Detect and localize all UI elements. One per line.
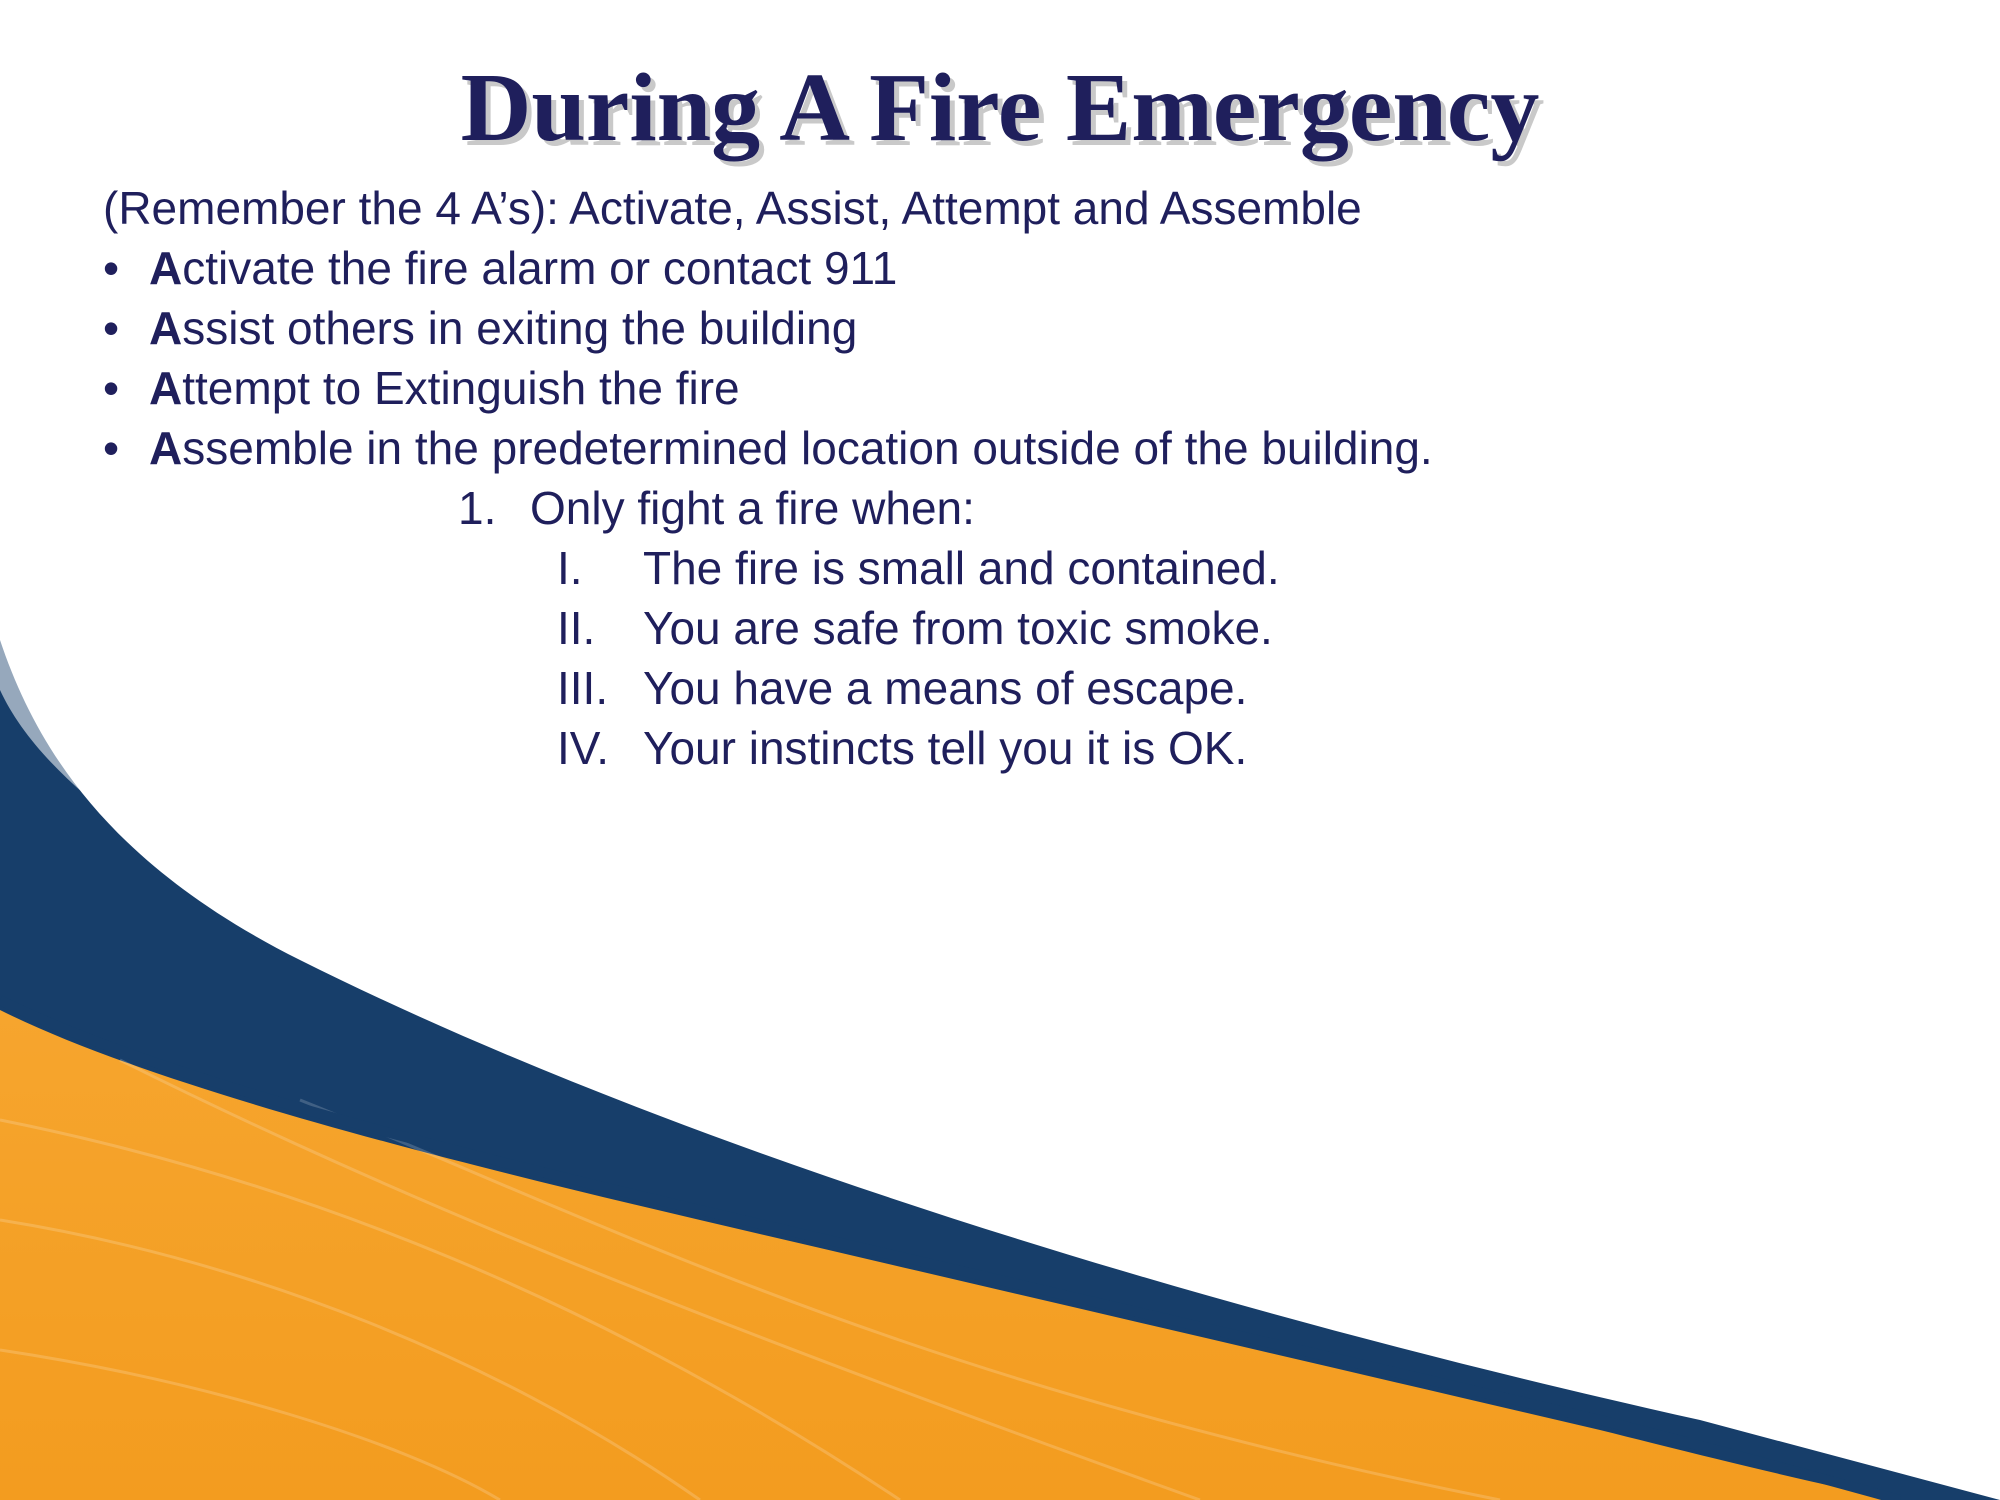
roman-marker: III.	[557, 662, 609, 714]
bullet-text: ttempt to Extinguish the fire	[182, 362, 740, 414]
bullet-icon: •	[103, 302, 120, 354]
bullet-assemble	[103, 418, 1663, 478]
numbered-item-text: Only fight a fire when:	[530, 482, 975, 534]
four-a-bullet-list	[103, 238, 1663, 478]
conditions-list	[103, 538, 1663, 778]
bullet-icon: •	[103, 422, 120, 474]
bullet-text: ssemble in the predetermined location outside of the building.	[182, 422, 1433, 474]
condition-item	[103, 598, 1663, 658]
bullet-attempt	[103, 358, 1663, 418]
roman-marker: IV.	[557, 722, 610, 774]
bullet-activate	[103, 238, 1663, 298]
numbered-item	[103, 478, 1663, 538]
condition-item	[103, 538, 1663, 598]
condition-text: The fire is small and contained.	[643, 542, 1280, 594]
number-marker: 1.	[458, 482, 497, 534]
condition-item	[103, 658, 1663, 718]
intro-line: (Remember the 4 A’s): Activate, Assist, Attempt and Assemble	[103, 182, 1362, 234]
bullet-lead-letter: A	[149, 422, 183, 474]
condition-text: You have a means of escape.	[643, 662, 1248, 714]
condition-text: Your instincts tell you it is OK.	[643, 722, 1248, 774]
roman-marker: I.	[557, 542, 583, 594]
bullet-lead-letter: A	[149, 302, 183, 354]
bullet-icon: •	[103, 362, 120, 414]
bullet-lead-letter: A	[149, 362, 183, 414]
bullet-assist	[103, 298, 1663, 358]
condition-text: You are safe from toxic smoke.	[643, 602, 1273, 654]
roman-marker: II.	[557, 602, 596, 654]
bullet-text: ctivate the fire alarm or contact 911	[182, 242, 898, 294]
condition-item	[103, 718, 1663, 778]
numbered-list	[103, 478, 1663, 538]
bullet-lead-letter: A	[149, 242, 183, 294]
bullet-icon: •	[103, 242, 120, 294]
slide-body	[103, 178, 1663, 778]
bullet-text: ssist others in exiting the building	[182, 302, 858, 354]
slide-title: During A Fire Emergency	[460, 54, 1540, 162]
